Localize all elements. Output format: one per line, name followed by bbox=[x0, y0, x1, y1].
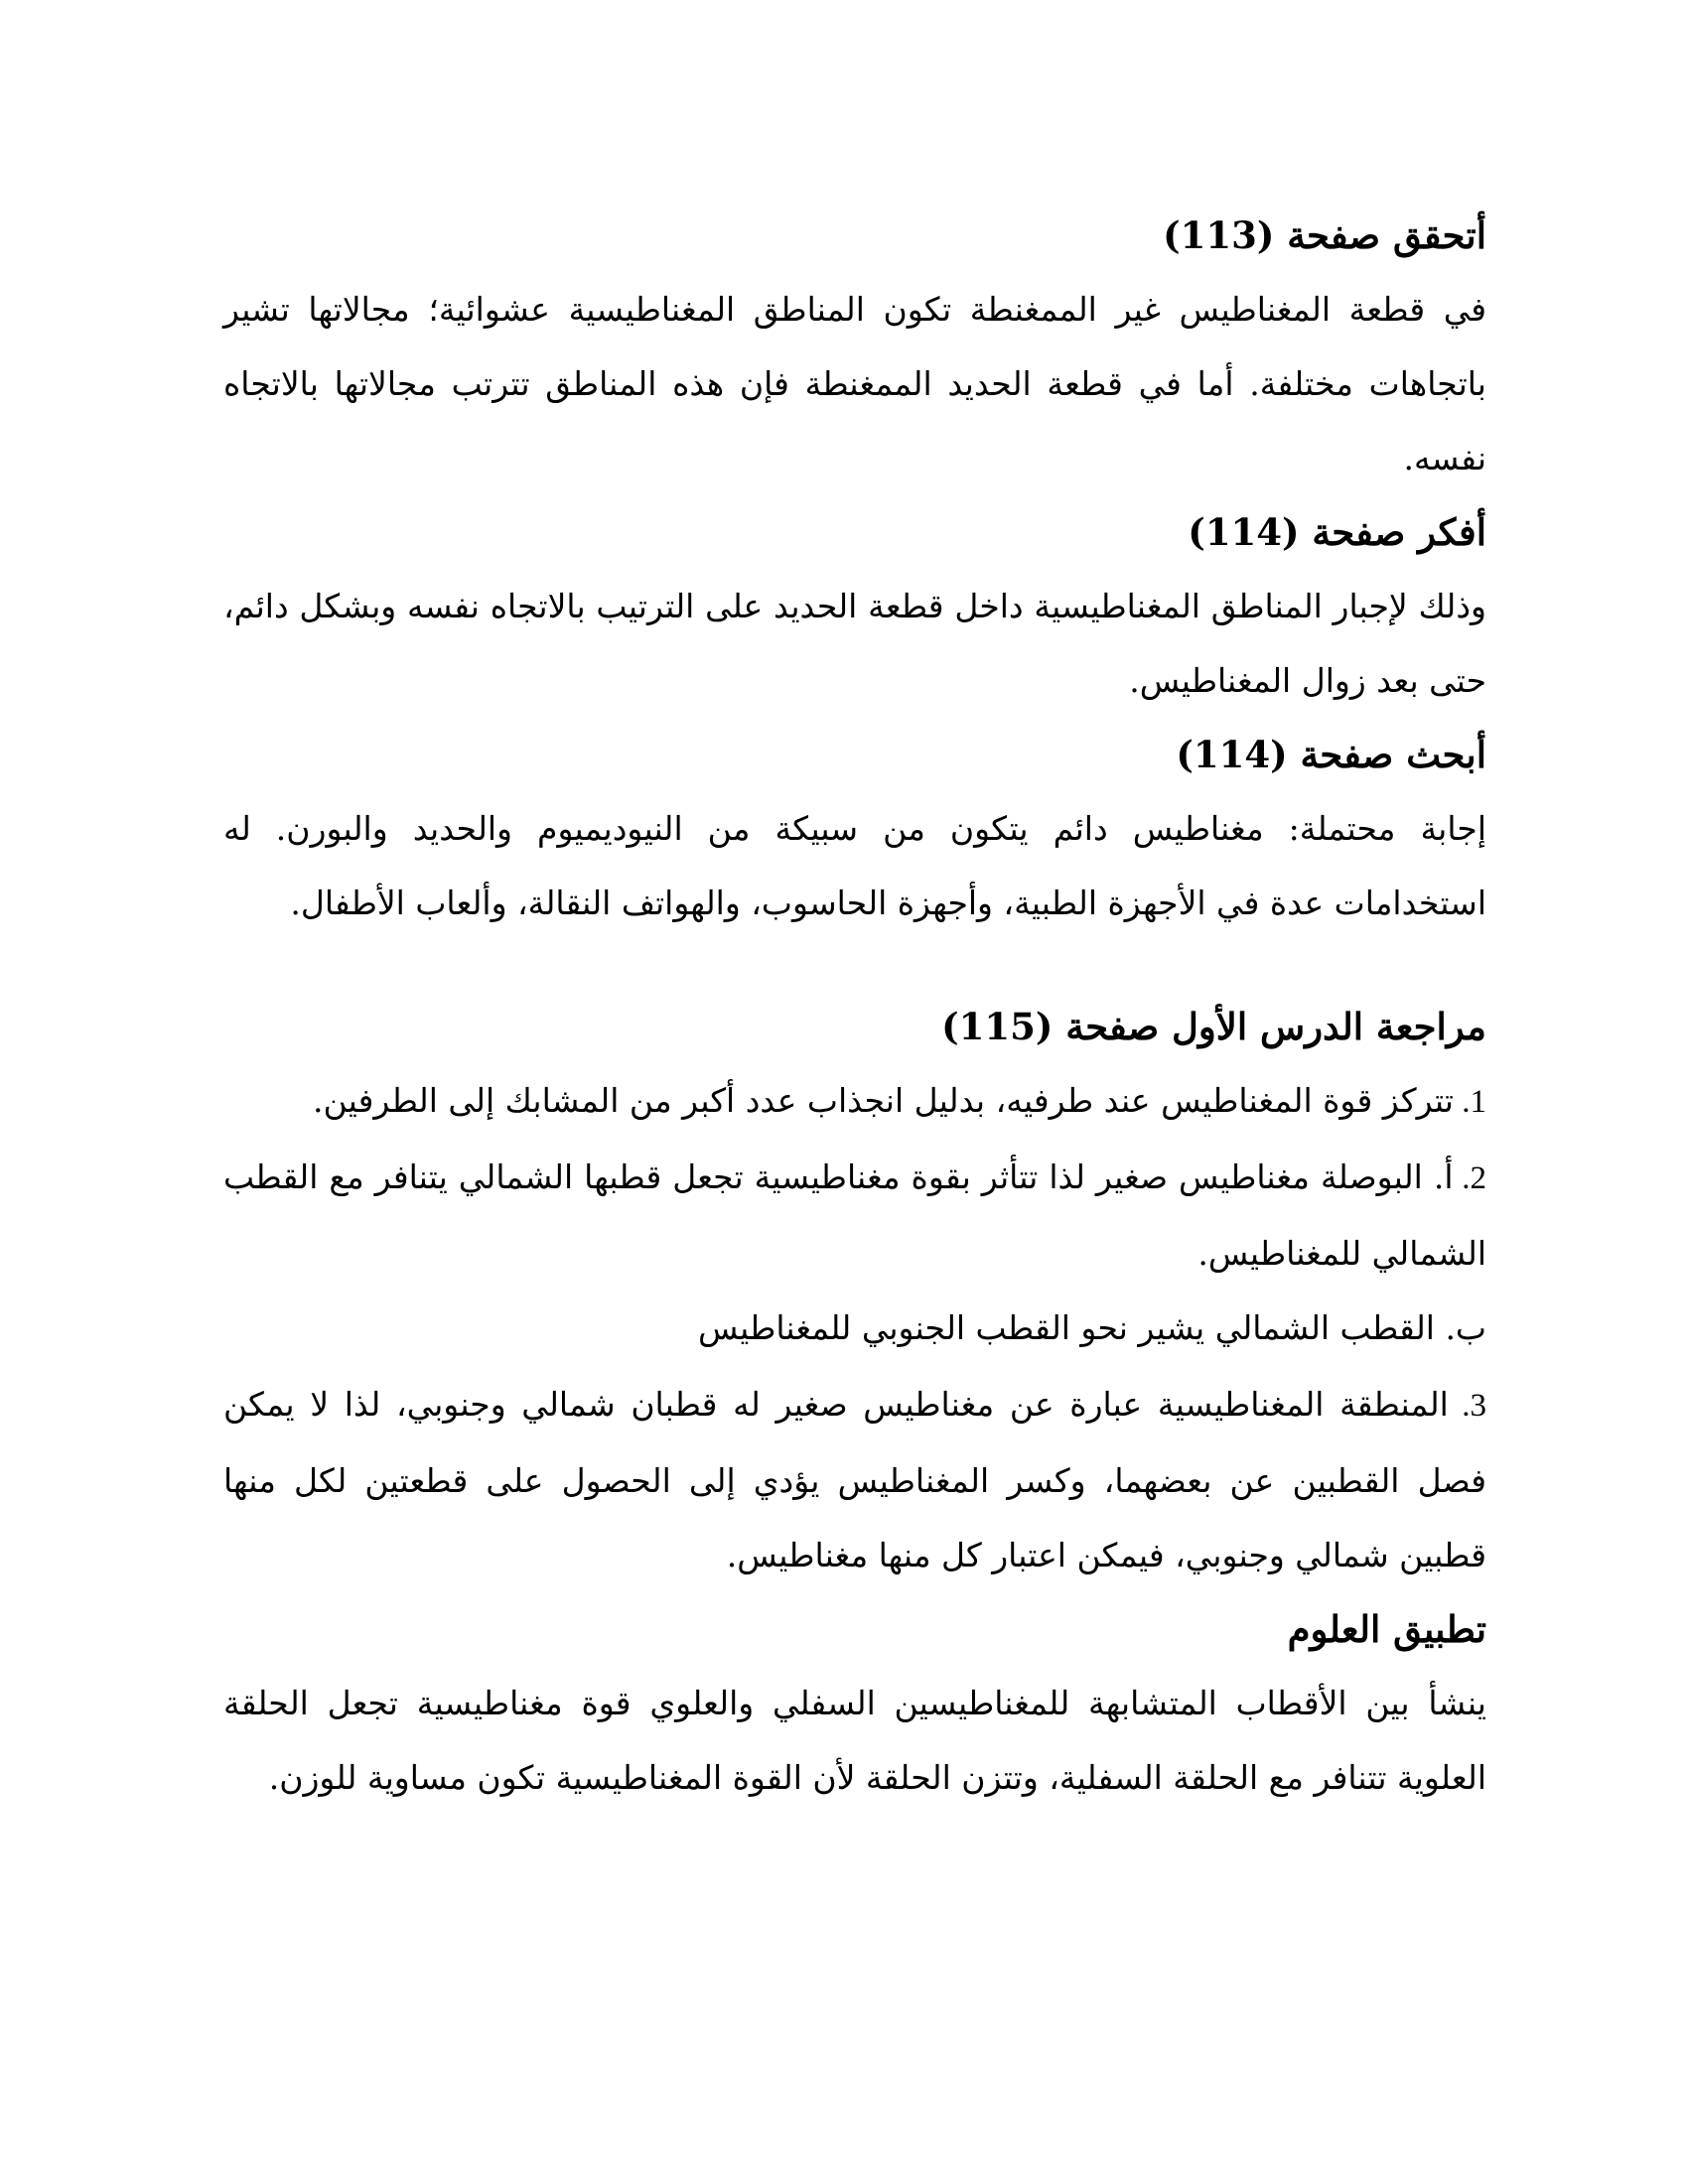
section-heading-verify: أتحقق صفحة (113) bbox=[1163, 213, 1486, 257]
review-item-number: 3. bbox=[1448, 1388, 1487, 1424]
section-heading-think: أفكر صفحة (114) bbox=[1188, 510, 1486, 554]
section-text-verify: في قطعة المغناطيس غير الممغنطة تكون المناطق المغناطيسية عشوائية؛ مجالاتها تشير باتجاهات مختلفة. أما في قطعة الحديد الممغنطة فإن هذه المناطق تترتب مجالاتها بالاتجاه نفسه. bbox=[223, 290, 1486, 478]
review-item-text: المنطقة المغناطيسية عبارة عن مغناطيس صغير له قطبان شمالي وجنوبي، لذا لا يمكن فصل القطبين عن بعضهما، وكسر المغناطيس يؤدي إلى الحصول على قطعتين لكل منها قطبين شمالي وجنوبي، فيمكن اعتبار كل منها مغناطيس. bbox=[223, 1385, 1486, 1574]
section-heading-research: أبحث صفحة (114) bbox=[1176, 733, 1486, 776]
section-text-think: وذلك لإجبار المناطق المغناطيسية داخل قطعة الحديد على الترتيب بالاتجاه نفسه وبشكل دائم، حتى بعد زوال المغناطيس. bbox=[223, 587, 1486, 700]
document-page bbox=[223, 199, 1486, 1815]
section-text-research: إجابة محتملة: مغناطيس دائم يتكون من سبيكة من النيوديميوم والحديد والبورن. له استخدامات عدة في الأجهزة الطبية، وأجهزة الحاسوب، والهواتف النقالة، وألعاب الأطفال. bbox=[223, 809, 1486, 922]
review-item-text: ب. القطب الشمالي يشير نحو القطب الجنوبي للمغناطيس bbox=[698, 1308, 1486, 1347]
review-item-1 bbox=[223, 1063, 1486, 1140]
review-item-2a bbox=[223, 1140, 1486, 1291]
review-item-text: أ. البوصلة مغناطيس صغير لذا تتأثر بقوة مغناطيسية تجعل قطبها الشمالي يتنافر مع القطب الشمالي للمغناطيس. bbox=[223, 1158, 1486, 1273]
review-item-number: 1. bbox=[1454, 1084, 1486, 1120]
application-heading: تطبيق العلوم bbox=[1287, 1607, 1486, 1651]
review-item-text: تتركز قوة المغناطيس عند طرفيه، بدليل انجذاب عدد أكبر من المشابك إلى الطرفين. bbox=[313, 1081, 1454, 1120]
review-item-2b bbox=[223, 1291, 1486, 1367]
section-spacer bbox=[223, 940, 1486, 990]
application-text: ينشأ بين الأقطاب المتشابهة للمغناطيسين السفلي والعلوي قوة مغناطيسية تجعل الحلقة العلوية تتنافر مع الحلقة السفلية، وتتزن الحلقة لأن القوة المغناطيسية تكون مساوية للوزن. bbox=[223, 1684, 1486, 1797]
review-item-3 bbox=[223, 1367, 1486, 1592]
review-heading: مراجعة الدرس الأول صفحة (115) bbox=[941, 1005, 1486, 1048]
review-item-number: 2. bbox=[1453, 1160, 1487, 1196]
